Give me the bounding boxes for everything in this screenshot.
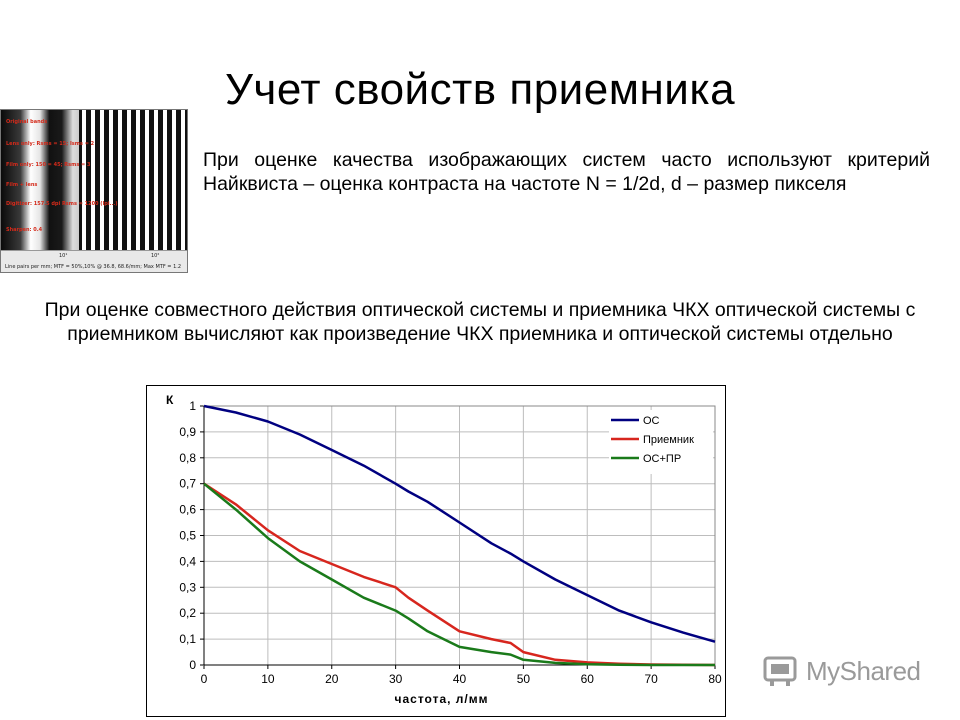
paragraph-nyquist: При оценке качества изображающих систем часто используют критерий Найквиста – оценка контраста на частоте N = 1/2d, d – размер пикселя	[203, 149, 930, 195]
x-tick-label: 50	[516, 672, 531, 686]
thumbnail-axis-text: Line pairs per mm; MTF = 50%,10% @ 36.8, 68.6/mm; Max MTF = 1.2	[5, 264, 182, 270]
thumbnail-tick: 10¹	[59, 253, 68, 259]
x-axis-label: частота, л/мм	[394, 692, 489, 706]
y-tick-label: 0,2	[179, 606, 196, 621]
myshared-watermark	[762, 652, 932, 692]
slide-title: Учет свойств приемника	[224, 65, 736, 114]
paragraph-combined-mtf: При оценке совместного действия оптической системы и приемника ЧКХ оптической системы с приемником вычисляют как произведение ЧКХ приемника и оптической системы отдельно	[44, 299, 916, 345]
x-tick-label: 0	[200, 672, 208, 686]
thumbnail-label: Sharpen: 0.4	[6, 227, 43, 233]
y-axis-label: К	[166, 393, 174, 407]
y-tick-label: 0,1	[179, 632, 196, 647]
thumbnail-label: Digitizer: 157.5 dpi Rsms = 1200 (lpi...)	[6, 201, 118, 207]
y-tick-label: 0,6	[179, 502, 196, 517]
x-tick-label: 20	[325, 672, 339, 686]
y-tick-label: 0,8	[179, 450, 196, 465]
watermark-text: MyShared	[806, 656, 921, 686]
mtf-chart	[146, 385, 726, 717]
x-tick-label: 80	[708, 672, 722, 686]
thumbnail-label: Film + lens	[6, 182, 38, 188]
x-tick-label: 30	[388, 672, 403, 686]
legend-label-2: Приемник	[643, 434, 694, 446]
x-tick-label: 70	[644, 672, 658, 686]
y-tick-label: 0,5	[179, 528, 196, 543]
y-tick-label: 1	[189, 399, 196, 413]
x-tick-label: 60	[580, 672, 594, 686]
x-tick-label: 10	[261, 672, 275, 686]
thumbnail-label: Original bands	[6, 119, 48, 125]
mtf-chart-svg	[147, 386, 725, 716]
y-tick-label: 0,9	[179, 424, 196, 439]
legend-label-1: ОС	[643, 415, 660, 427]
projector-logo-icon	[762, 652, 802, 688]
y-tick-label: 0	[189, 658, 196, 672]
x-tick-label: 40	[452, 672, 467, 686]
thumbnail-tick: 10²	[151, 253, 160, 259]
y-tick-label: 0,7	[179, 476, 196, 491]
y-tick-label: 0,4	[179, 554, 196, 569]
thumbnail-label: Lens only: Rsms = 15; Isms = 2	[6, 141, 95, 147]
thumbnail-label: Film only: 150 = 45; Rsms = 3	[6, 162, 91, 168]
mtf-thumbnail-image	[0, 109, 188, 273]
legend-label-3: ОС+ПР	[643, 453, 682, 465]
y-tick-label: 0,3	[179, 580, 196, 595]
